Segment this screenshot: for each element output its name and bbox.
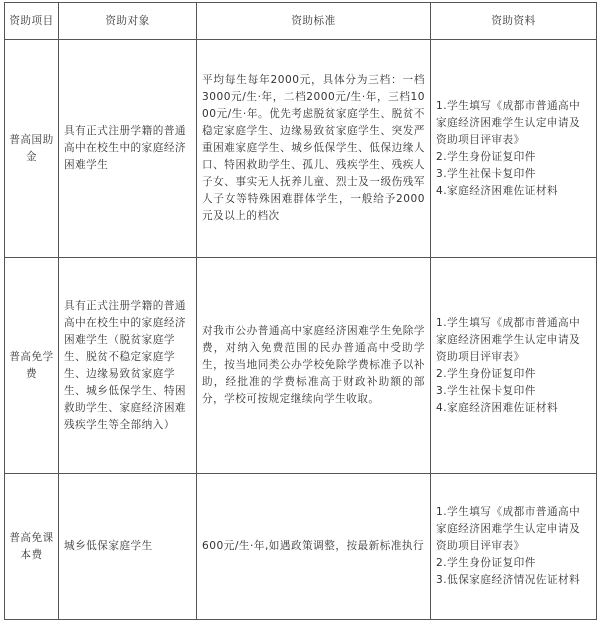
material-item: 1.学生填写《成都市普通高中家庭经济困难学生认定申请及资助项目评审表》: [436, 316, 581, 363]
table-header: [5, 3, 597, 40]
material-item: 2.学生身份证复印件: [436, 557, 536, 569]
material-item: 2.学生身份证复印件: [436, 367, 536, 380]
header-materials: 资助资料: [431, 3, 597, 40]
material-item: 4.家庭经济困难佐证材料: [436, 401, 559, 414]
header-row: [5, 3, 597, 40]
material-item: 1.学生填写《成都市普通高中家庭经济困难学生认定申请及资助项目评审表》: [436, 99, 581, 146]
standard-text: 600元/生·年,如遇政策调整，按最新标准执行: [202, 540, 425, 552]
row-materials: [431, 474, 597, 620]
material-item: 3.学生社保卡复印件: [436, 384, 536, 397]
standard-text: 对我市公办普通高中家庭经济困难学生免除学费，对纳入免费范围的民办普通高中受助学生，按当地同类公办学校免除学费标准予以补助，经批准的学费标准高于财政补助额的部分，学校可按规定继续向学生收取。: [202, 325, 425, 405]
material-item: 1.学生填写《成都市普通高中家庭经济困难学生认定申请及资助项目评审表》: [436, 506, 581, 552]
row-target: 具有正式注册学籍的普通高中在校生中的家庭经济困难学生: [59, 40, 197, 258]
row-target: 具有正式注册学籍的普通高中在校生中的家庭经济困难学生（脱贫家庭学生、脱贫不稳定家庭学生、边缘易致贫家庭学生、城乡低保学生、特困救助学生、家庭经济困难残疾学生等全部纳入）: [59, 258, 197, 474]
table-row: [5, 40, 597, 258]
header-standard: 资助标准: [197, 3, 431, 40]
row-item-name: 普高免课本费: [5, 474, 59, 620]
row-standard: [197, 258, 431, 474]
table-body: [5, 40, 597, 620]
funding-table: [4, 2, 597, 620]
row-item-name: 普高国助金: [5, 40, 59, 258]
standard-text: 平均每生每年2000元，具体分为三档：一档3000元/生·年，二档2000元/生·年，三档1000元/生·年。优先考虑脱贫家庭学生、脱贫不稳定家庭学生、边缘易致贫家庭学生、突发严重困难家庭学生、城乡低保学生、低保边缘人口、特困救助学生、孤儿、残疾学生、残疾人子女、事实无人抚养儿童、烈士及一级伤残军人子女等特殊困难群体学生，一般给予2000元及以上的档次: [202, 74, 425, 222]
row-materials: [431, 258, 597, 474]
table-row: [5, 474, 597, 620]
row-target: 城乡低保家庭学生: [59, 474, 197, 620]
header-target: 资助对象: [59, 3, 197, 40]
table-row: [5, 258, 597, 474]
row-materials: [431, 40, 597, 258]
material-item: 4.家庭经济困难佐证材料: [436, 184, 559, 197]
material-item: 2.学生身份证复印件: [436, 150, 536, 163]
row-standard: [197, 474, 431, 620]
row-standard: [197, 40, 431, 258]
material-item: 3.学生社保卡复印件: [436, 167, 536, 180]
header-item: 资助项目: [5, 3, 59, 40]
row-item-name: 普高免学费: [5, 258, 59, 474]
material-item: 3.低保家庭经济情况佐证材料: [436, 574, 581, 586]
